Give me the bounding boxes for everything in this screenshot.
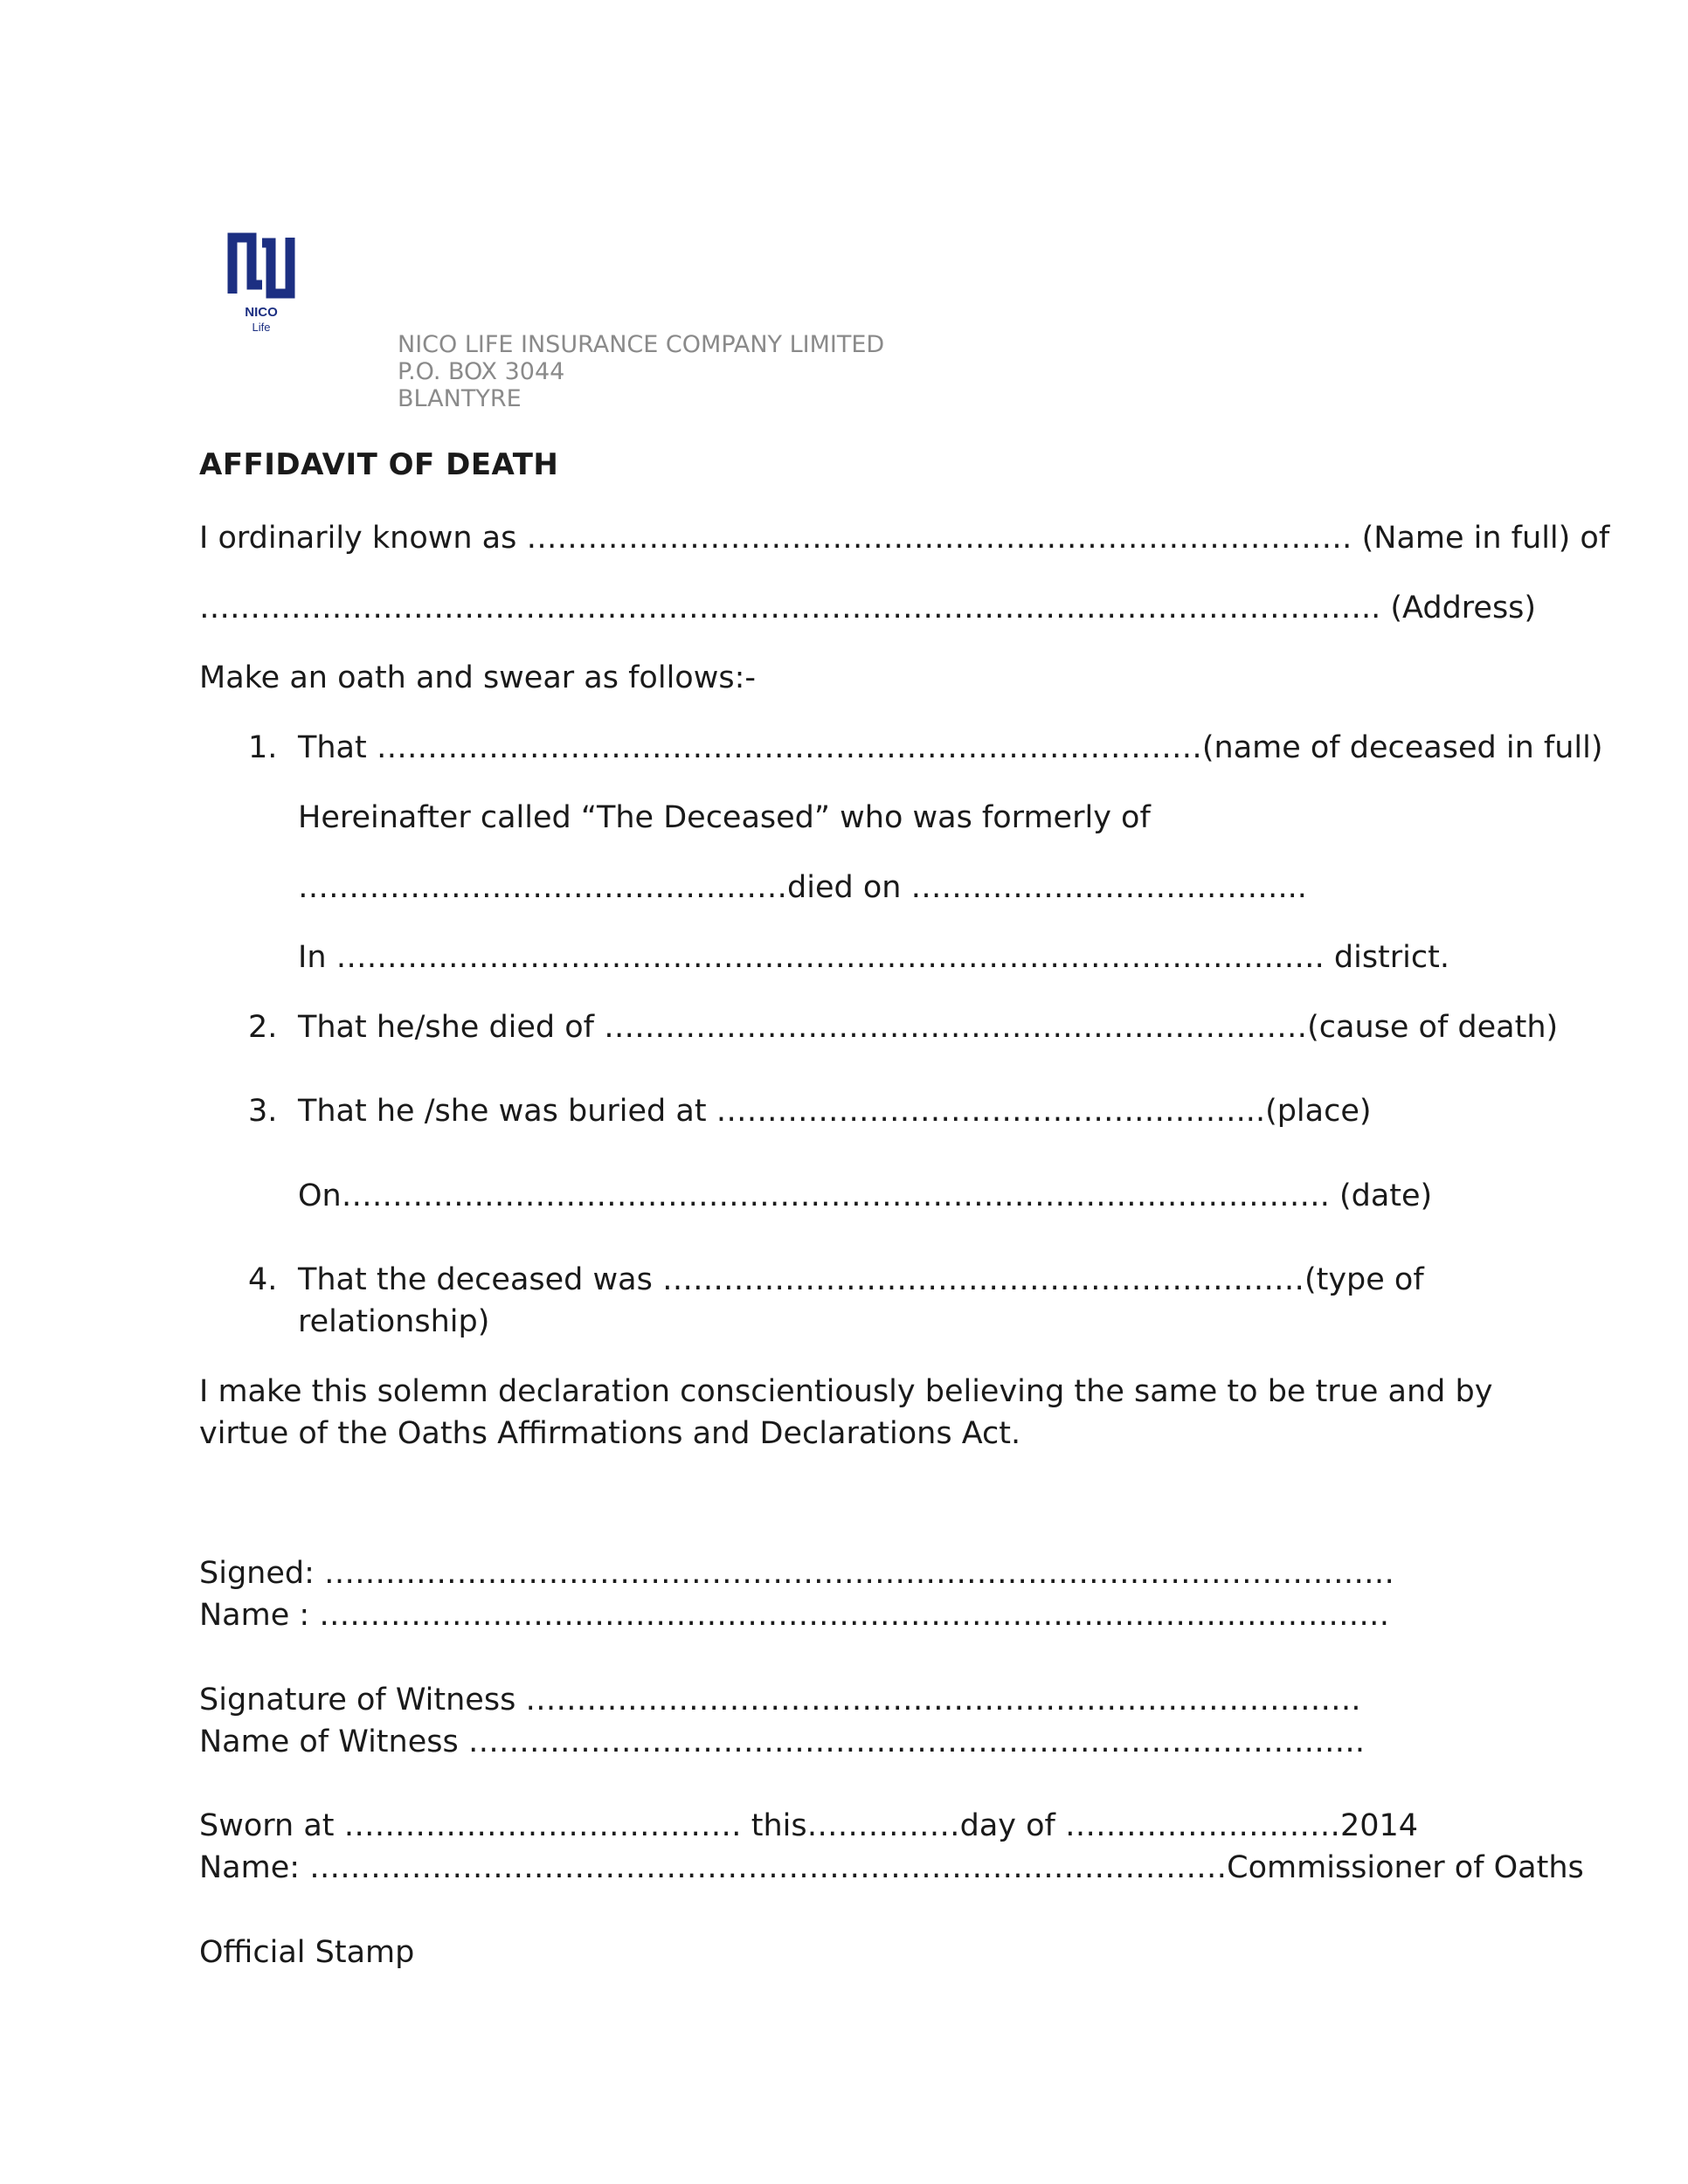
item-1-died-on: …………………………………………died on ………………………………... bbox=[298, 870, 1307, 905]
company-name: NICO LIFE INSURANCE COMPANY LIMITED bbox=[398, 331, 885, 358]
intro-address-line: …………………………………………………………………………………………………….. (Address) bbox=[199, 591, 1537, 625]
logo-sub: Life bbox=[252, 321, 271, 334]
item-4-relationship-cont: relationship) bbox=[298, 1304, 490, 1339]
sworn-at-line: Sworn at ………………………………… this……………day of ………………………2014 bbox=[199, 1808, 1419, 1843]
company-pobox: P.O. BOX 3044 bbox=[398, 358, 565, 385]
item-1-formerly-of: Hereinafter called “The Deceased” who was formerly of bbox=[298, 800, 1151, 835]
item-1-deceased-name: That ………………………………………………………………………(name of deceased in full) bbox=[298, 730, 1603, 765]
item-number-3: 3. bbox=[248, 1094, 278, 1129]
item-number-1: 1. bbox=[248, 730, 278, 765]
intro-name-line: I ordinarily known as ……………………………………………………………………… (Name in full) of bbox=[199, 521, 1610, 556]
declaration-line-1: I make this solemn declaration conscientiously believing the same to be true and by bbox=[199, 1374, 1493, 1409]
item-3-burial-place: That he /she was buried at ……………………………………………...(place) bbox=[298, 1094, 1372, 1129]
document-title: AFFIDAVIT OF DEATH bbox=[199, 447, 559, 482]
item-number-2: 2. bbox=[248, 1010, 278, 1045]
company-city: BLANTYRE bbox=[398, 385, 522, 412]
item-3-burial-date: On……………………………………………………………………………………. (date) bbox=[298, 1178, 1433, 1213]
name-line: Name : …………………………………………………………………………………………… bbox=[199, 1598, 1390, 1633]
logo-brand: NICO bbox=[245, 305, 278, 320]
witness-name-line: Name of Witness ……………………………………………………………………………. bbox=[199, 1724, 1365, 1759]
witness-signature-line: Signature of Witness ………………………………………………………………………. bbox=[199, 1683, 1361, 1717]
nico-logo-icon bbox=[215, 225, 308, 339]
official-stamp-label: Official Stamp bbox=[199, 1935, 415, 1970]
item-number-4: 4. bbox=[248, 1262, 278, 1297]
oath-statement: Make an oath and swear as follows:- bbox=[199, 660, 756, 695]
item-1-district: In ……………………………………………………………………………………. district. bbox=[298, 940, 1449, 975]
signed-line: Signed: …………………………………………………………………………………………… bbox=[199, 1556, 1395, 1591]
item-2-cause-of-death: That he/she died of ……………………………………………………………(cause of death) bbox=[298, 1010, 1559, 1045]
commissioner-line: Name: ………………………………………………………………………………Commissioner of Oaths bbox=[199, 1850, 1584, 1885]
item-4-relationship: That the deceased was ………………………………………………………(type of bbox=[298, 1262, 1424, 1297]
declaration-line-2: virtue of the Oaths Affirmations and Declarations Act. bbox=[199, 1416, 1021, 1451]
nico-life-logo bbox=[215, 225, 308, 339]
